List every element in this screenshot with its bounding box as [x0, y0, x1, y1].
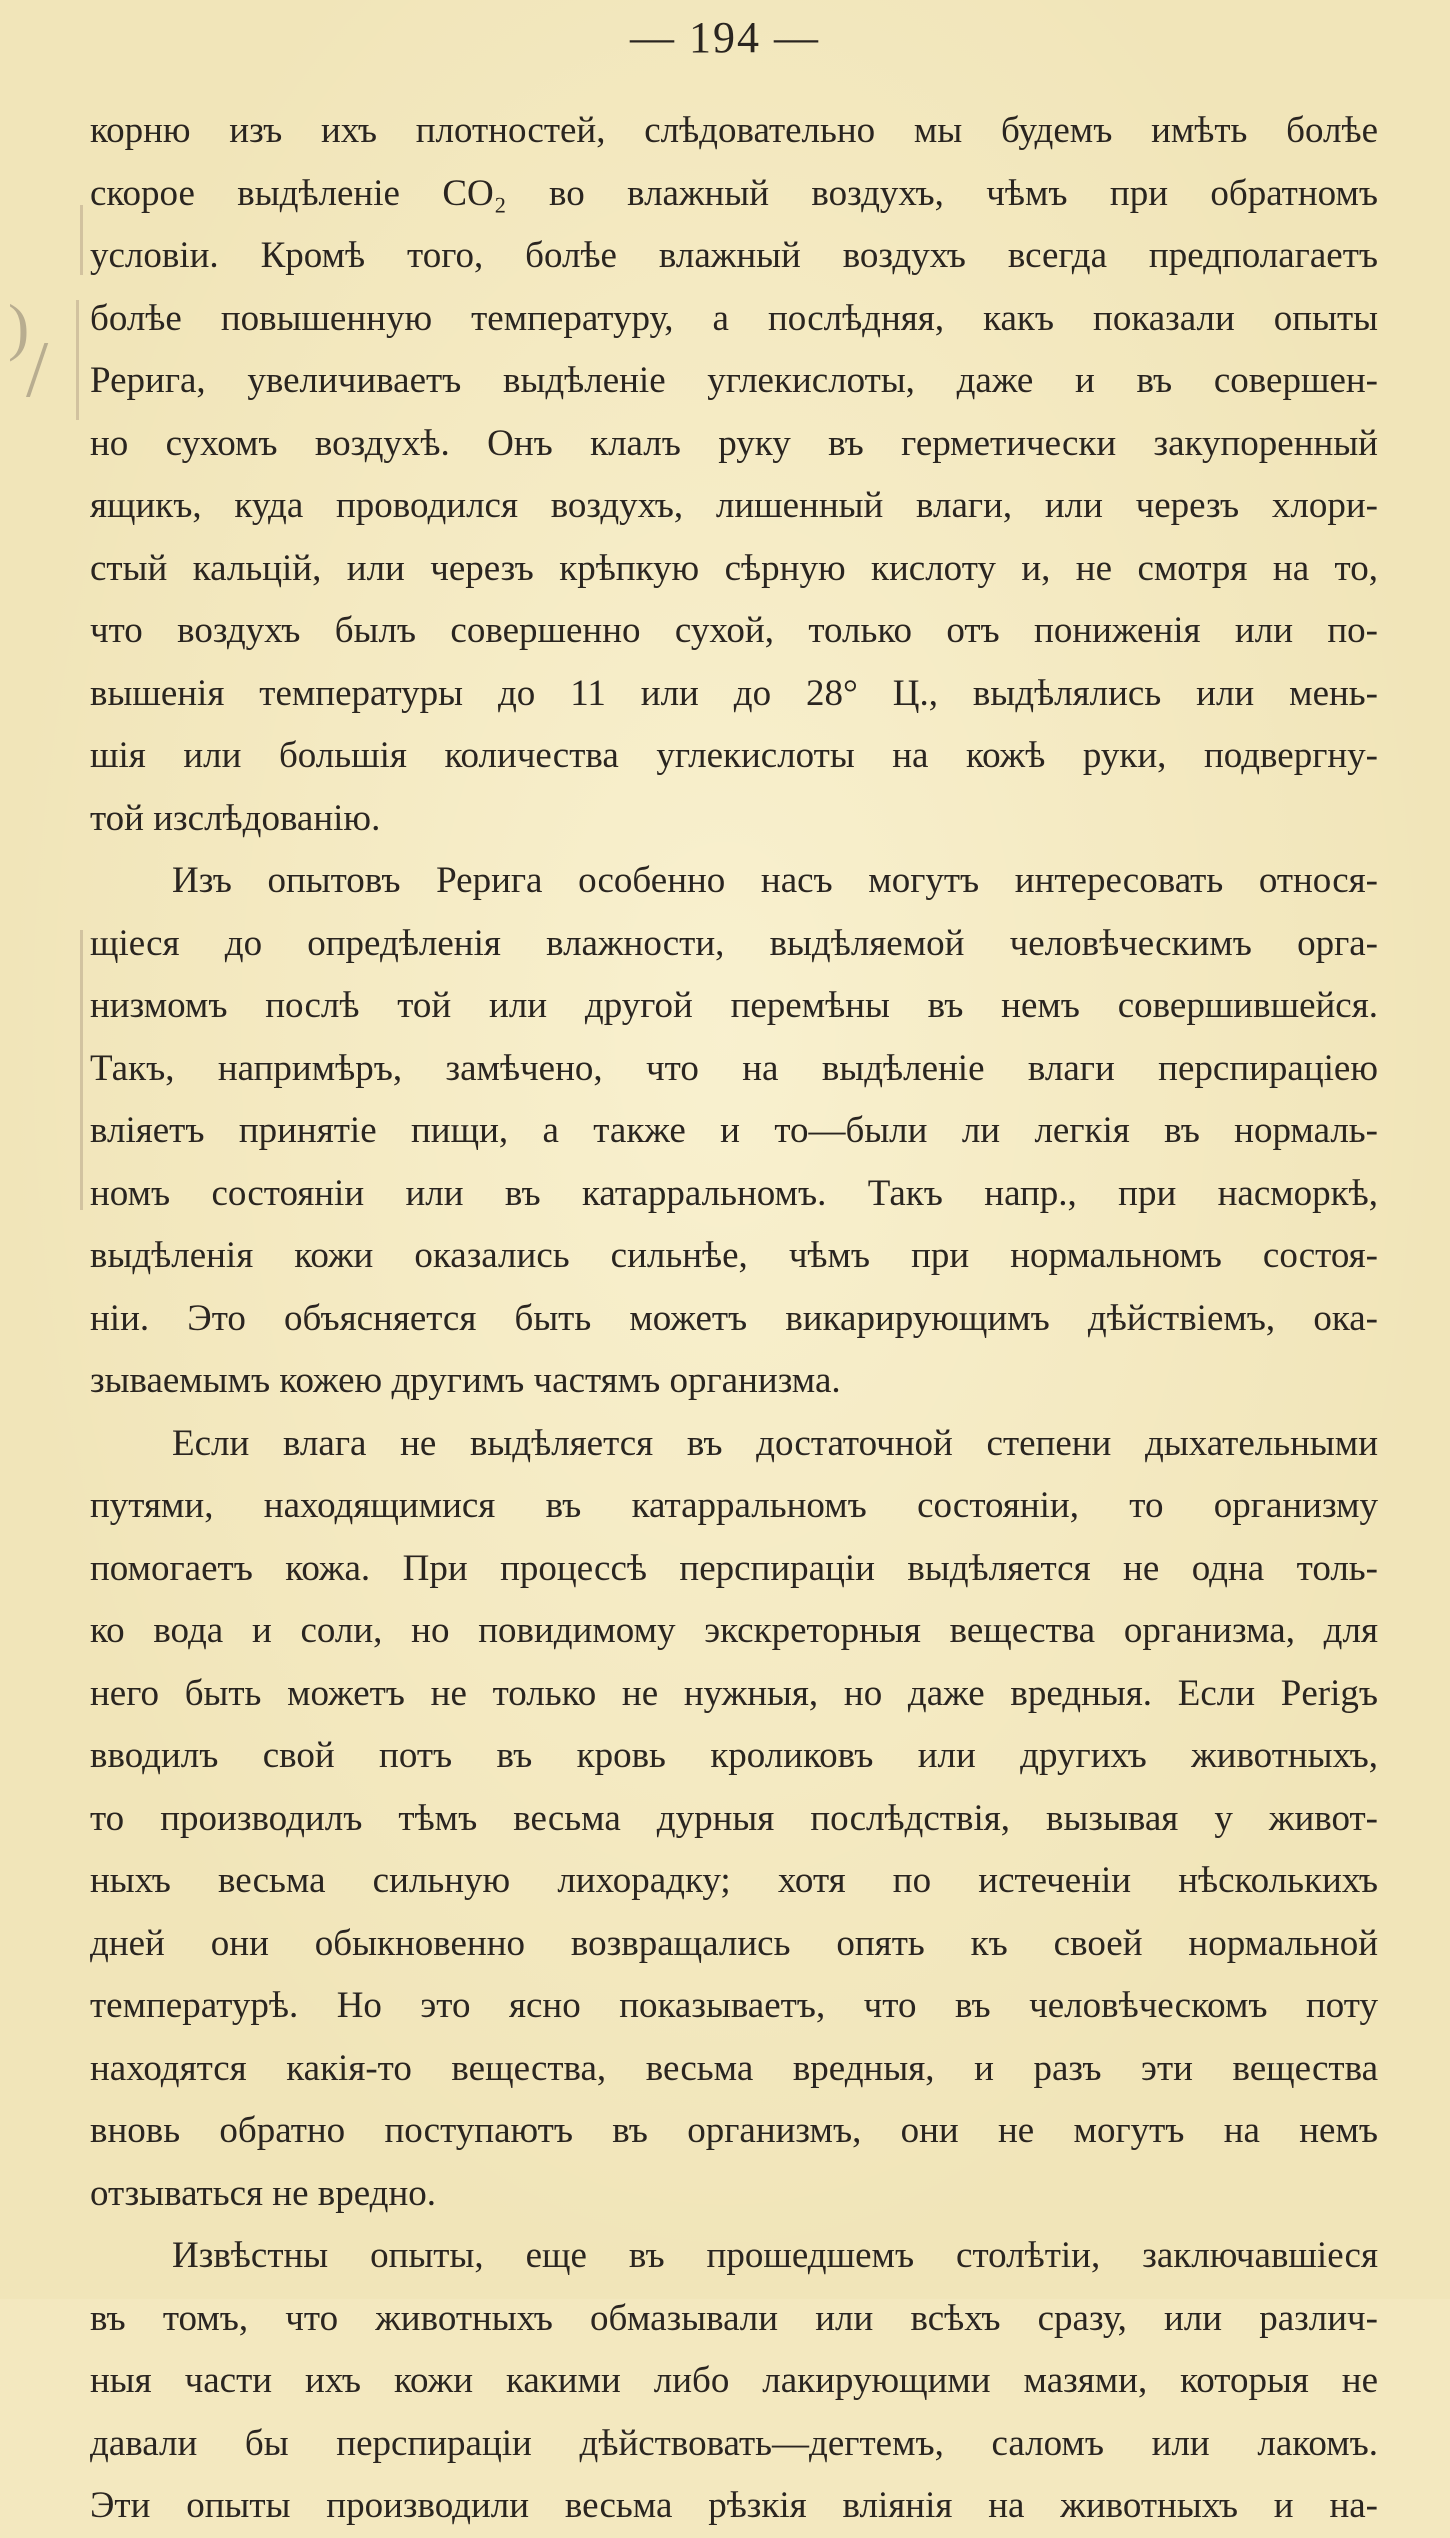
text-line: стый кальцій, или черезъ крѣпкую сѣрную кислоту и, не смотря на то, [90, 547, 1378, 589]
text-line: отзываться не вредно. [90, 2172, 437, 2214]
text-line: выдѣленія кожи оказались сильнѣе, чѣмъ при нормальномъ состоя- [90, 1235, 1378, 1276]
paragraph-4 [90, 2225, 1378, 2538]
text-line: низмомъ послѣ той или другой перемѣны въ немъ совершившейся. [90, 985, 1378, 1026]
text-line: вліяетъ принятіе пищи, а также и то—были ли легкія въ нормаль- [90, 1110, 1378, 1151]
text-line: ныхъ весьма сильную лихорадку; хотя по истеченіи нѣсколькихъ [90, 1860, 1378, 1901]
text-line: Эти опыты производили весьма рѣзкія вліянія на животныхъ и на- [90, 2485, 1378, 2526]
text-line: что воздухъ былъ совершенно сухой, только отъ пониженія или по- [90, 610, 1378, 651]
text-line: вводилъ свой потъ въ кровь кроликовъ или другихъ животныхъ, [90, 1735, 1378, 1776]
margin-pencil-mark [80, 930, 83, 1210]
text-line: него быть можетъ не только не нужныя, но даже вредныя. Если Рerigъ [90, 1672, 1378, 1714]
text-line: Такъ, напримѣръ, замѣчено, что на выдѣленіе влаги перспираціею [90, 1047, 1378, 1089]
text-line: Если влага не выдѣляется въ достаточной степени дыхательными [172, 1422, 1378, 1464]
margin-bracket-mark: / [26, 326, 49, 414]
text-line: ко вода и соли, но повидимому экскреторныя вещества организма, для [90, 1610, 1378, 1651]
text-line: Рерига, увеличиваетъ выдѣленіе углекислоты, даже и въ совершен- [90, 360, 1378, 401]
text-line: номъ состояніи или въ катарральномъ. Такъ напр., при насморкѣ, [90, 1172, 1378, 1214]
text-line: ніи. Это объясняется быть можетъ викарирующимъ дѣйствіемъ, ока- [90, 1297, 1378, 1339]
paragraph-1 [90, 100, 1378, 850]
margin-pencil-mark [80, 205, 83, 275]
margin-bracket-mark: ) [8, 291, 30, 362]
text-line: ящикъ, куда проводился воздухъ, лишенный влаги, или черезъ хлори- [90, 485, 1378, 526]
text-line: температурѣ. Но это ясно показываетъ, что въ человѣческомъ поту [90, 1985, 1378, 2026]
text-line: условіи. Кромѣ того, болѣе влажный воздухъ всегда предполагаетъ [90, 235, 1378, 276]
text-line: Извѣстны опыты, еще въ прошедшемъ столѣтіи, заключавшіеся [172, 2235, 1378, 2276]
text-line: вышенія температуры до 11 или до 28° Ц., выдѣлялись или мень- [90, 672, 1378, 714]
text-line: находятся какія-то вещества, весьма вредныя, и разъ эти вещества [90, 2047, 1378, 2089]
text-line: въ томъ, что животныхъ обмазывали или всѣхъ сразу, или различ- [90, 2297, 1378, 2339]
text-line: зываемымъ кожею другимъ частямъ организма. [90, 1360, 841, 1401]
text-line: но сухомъ воздухѣ. Онъ клалъ руку въ герметически закупоренный [90, 422, 1378, 464]
text-line: той изслѣдованію. [90, 797, 381, 839]
text-line: скорое выдѣленіе CO₂ во влажный воздухъ, чѣмъ при обратномъ [90, 172, 1378, 214]
text-line: шія или большія количества углекислоты на кожѣ руки, подвергну- [90, 735, 1378, 776]
body-text [90, 100, 1378, 2538]
text-line: щіеся до опредѣленія влажности, выдѣляемой человѣческимъ орга- [90, 922, 1378, 964]
text-line: помогаетъ кожа. При процессѣ перспираціи выдѣляется не одна толь- [90, 1547, 1378, 1589]
text-line: болѣе повышенную температуру, а послѣдняя, какъ показали опыты [90, 297, 1378, 339]
text-line: дней они обыкновенно возвращались опять къ своей нормальной [90, 1922, 1378, 1964]
margin-pencil-mark [76, 300, 79, 420]
page-number: — 194 — [630, 13, 820, 62]
text-line: вновь обратно поступаютъ въ организмъ, они не могутъ на немъ [90, 2110, 1378, 2151]
text-line: ныя части ихъ кожи какими либо лакирующими мазями, которыя не [90, 2360, 1378, 2401]
paragraph-3 [90, 1413, 1378, 2226]
paragraph-2 [90, 850, 1378, 1413]
text-line: Изъ опытовъ Рерига особенно насъ могутъ интересовать относя- [172, 860, 1378, 901]
text-line: давали бы перспираціи дѣйствовать—дегтемъ, саломъ или лакомъ. [90, 2422, 1378, 2464]
text-line: то производилъ тѣмъ весьма дурныя послѣдствія, вызывая у живот- [90, 1797, 1378, 1839]
text-line: путями, находящимися въ катарральномъ состояніи, то организму [90, 1485, 1378, 1526]
text-line: корню изъ ихъ плотностей, слѣдовательно мы будемъ имѣть болѣе [90, 110, 1378, 151]
